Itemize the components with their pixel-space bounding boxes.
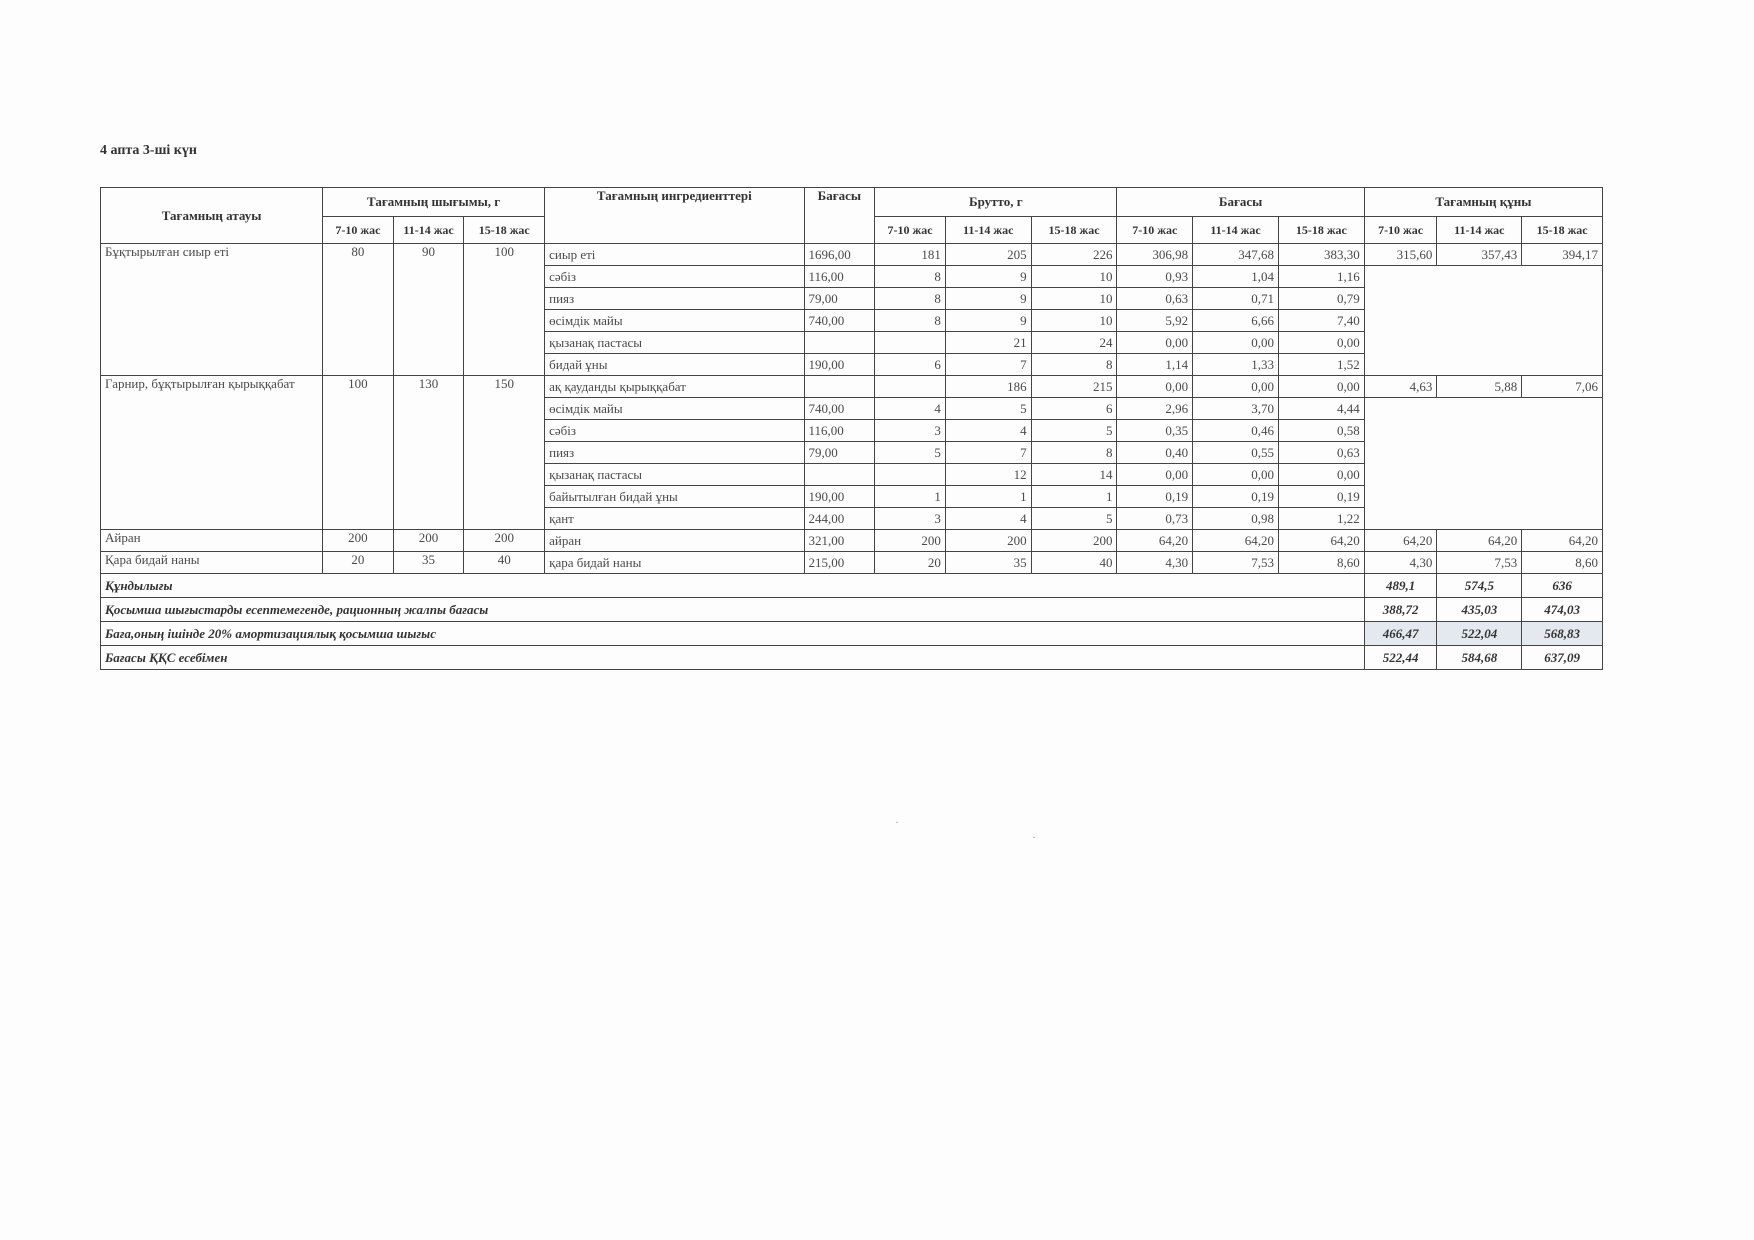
brutto-cell: 12 (945, 464, 1031, 486)
age-header: 7-10 жас (875, 217, 946, 244)
ingredient-cell: сиыр еті (545, 244, 804, 266)
ingredient-cell: ақ қауданды қырыққабат (545, 376, 804, 398)
summary-value: 388,72 (1364, 598, 1437, 622)
brutto-cell: 8 (1031, 354, 1117, 376)
cost-cell: 2,96 (1117, 398, 1193, 420)
age-header: 11-14 жас (945, 217, 1031, 244)
brutto-cell: 8 (875, 266, 946, 288)
age-header: 7-10 жас (1117, 217, 1193, 244)
summary-row (101, 646, 1603, 670)
ingredient-cell: сәбіз (545, 266, 804, 288)
cost-cell: 0,63 (1278, 442, 1364, 464)
cost-cell: 0,79 (1278, 288, 1364, 310)
cost-cell: 0,00 (1193, 332, 1279, 354)
ingredient-cell: бидай ұны (545, 354, 804, 376)
dish-cost-cell: 4,63 (1364, 376, 1437, 398)
price-cell: 1696,00 (804, 244, 875, 266)
table-row (101, 530, 1603, 552)
brutto-cell: 7 (945, 354, 1031, 376)
price-cell: 215,00 (804, 552, 875, 574)
price-cell: 244,00 (804, 508, 875, 530)
dish-output-cell: 90 (393, 244, 464, 376)
price-cell: 321,00 (804, 530, 875, 552)
cost-cell: 0,46 (1193, 420, 1279, 442)
menu-cost-table (100, 187, 1603, 670)
page-heading: 4 апта 3-ші күн (100, 143, 197, 158)
cost-cell: 0,19 (1117, 486, 1193, 508)
cost-cell: 3,70 (1193, 398, 1279, 420)
summary-label: Құндылығы (101, 574, 1365, 598)
summary-row (101, 622, 1603, 646)
scan-speck: · (1032, 830, 1036, 844)
brutto-cell: 6 (875, 354, 946, 376)
scan-speck: · (895, 815, 899, 829)
brutto-cell: 21 (945, 332, 1031, 354)
cost-cell: 0,55 (1193, 442, 1279, 464)
brutto-cell: 200 (945, 530, 1031, 552)
cost-cell: 347,68 (1193, 244, 1279, 266)
dish-cost-cell: 7,06 (1522, 376, 1603, 398)
dish-output-cell: 35 (393, 552, 464, 574)
dish-output-cell: 150 (464, 376, 545, 530)
dish-output-cell: 200 (393, 530, 464, 552)
header-output: Тағамның шығымы, г (323, 188, 545, 217)
cost-cell: 6,66 (1193, 310, 1279, 332)
ingredient-cell: қызанақ пастасы (545, 464, 804, 486)
brutto-cell: 4 (875, 398, 946, 420)
cost-cell: 1,16 (1278, 266, 1364, 288)
dish-name-cell: Айран (101, 530, 323, 552)
ingredient-cell: байытылған бидай ұны (545, 486, 804, 508)
cost-cell: 64,20 (1193, 530, 1279, 552)
cost-cell: 0,40 (1117, 442, 1193, 464)
age-header: 7-10 жас (1364, 217, 1437, 244)
brutto-cell: 9 (945, 266, 1031, 288)
cost-cell: 5,92 (1117, 310, 1193, 332)
brutto-cell (875, 464, 946, 486)
brutto-cell: 14 (1031, 464, 1117, 486)
price-cell: 79,00 (804, 442, 875, 464)
cost-cell: 0,00 (1193, 464, 1279, 486)
brutto-cell: 215 (1031, 376, 1117, 398)
brutto-cell: 24 (1031, 332, 1117, 354)
cost-cell: 64,20 (1117, 530, 1193, 552)
brutto-cell: 5 (1031, 420, 1117, 442)
brutto-cell: 8 (875, 288, 946, 310)
cost-cell: 0,00 (1278, 376, 1364, 398)
dish-output-cell: 20 (323, 552, 394, 574)
dish-output-cell: 200 (323, 530, 394, 552)
summary-value: 522,04 (1437, 622, 1522, 646)
cost-cell: 383,30 (1278, 244, 1364, 266)
brutto-cell (875, 332, 946, 354)
dish-cost-cell: 4,30 (1364, 552, 1437, 574)
dish-output-cell: 80 (323, 244, 394, 376)
age-header: 15-18 жас (1031, 217, 1117, 244)
cost-cell: 0,00 (1278, 464, 1364, 486)
cost-cell: 0,00 (1117, 332, 1193, 354)
cost-cell: 0,00 (1117, 376, 1193, 398)
brutto-cell: 20 (875, 552, 946, 574)
dish-cost-cell: 315,60 (1364, 244, 1437, 266)
cost-cell: 7,53 (1193, 552, 1279, 574)
brutto-cell: 9 (945, 288, 1031, 310)
cost-cell: 1,52 (1278, 354, 1364, 376)
dish-output-cell: 200 (464, 530, 545, 552)
summary-value: 568,83 (1522, 622, 1603, 646)
brutto-cell: 10 (1031, 310, 1117, 332)
cost-cell: 8,60 (1278, 552, 1364, 574)
ingredient-cell: қант (545, 508, 804, 530)
price-cell: 116,00 (804, 266, 875, 288)
brutto-cell: 181 (875, 244, 946, 266)
cost-cell: 0,73 (1117, 508, 1193, 530)
cost-cell: 0,00 (1193, 376, 1279, 398)
brutto-cell: 205 (945, 244, 1031, 266)
ingredient-cell: өсімдік майы (545, 398, 804, 420)
cost-cell: 306,98 (1117, 244, 1193, 266)
dish-cost-cell: 5,88 (1437, 376, 1522, 398)
brutto-cell: 3 (875, 420, 946, 442)
cost-cell: 1,22 (1278, 508, 1364, 530)
price-cell (804, 332, 875, 354)
header-price: Бағасы (804, 188, 875, 244)
cost-cell: 0,35 (1117, 420, 1193, 442)
price-cell (804, 464, 875, 486)
summary-label: Баға,оның ішінде 20% амортизациялық қосымша шығыс (101, 622, 1365, 646)
brutto-cell: 1 (1031, 486, 1117, 508)
brutto-cell: 10 (1031, 288, 1117, 310)
price-cell: 116,00 (804, 420, 875, 442)
dish-cost-cell: 64,20 (1364, 530, 1437, 552)
age-header: 15-18 жас (1278, 217, 1364, 244)
summary-row (101, 598, 1603, 622)
cost-cell: 64,20 (1278, 530, 1364, 552)
age-header: 11-14 жас (1193, 217, 1279, 244)
table-row (101, 552, 1603, 574)
brutto-cell: 9 (945, 310, 1031, 332)
summary-value: 574,5 (1437, 574, 1522, 598)
brutto-cell: 226 (1031, 244, 1117, 266)
brutto-cell: 5 (1031, 508, 1117, 530)
dish-name-cell: Гарнир, бұқтырылған қырыққабат (101, 376, 323, 530)
dish-name-cell: Бұқтырылған сиыр еті (101, 244, 323, 376)
dish-output-cell: 40 (464, 552, 545, 574)
brutto-cell: 186 (945, 376, 1031, 398)
cost-cell: 1,14 (1117, 354, 1193, 376)
brutto-cell: 10 (1031, 266, 1117, 288)
price-cell: 190,00 (804, 486, 875, 508)
table-row (101, 376, 1603, 398)
dish-cost-blank (1364, 266, 1602, 376)
summary-value: 466,47 (1364, 622, 1437, 646)
header-cost: Бағасы (1117, 188, 1364, 217)
header-ingredients: Тағамның ингредиенттері (545, 188, 804, 244)
dish-name-cell: Қара бидай наны (101, 552, 323, 574)
brutto-cell (875, 376, 946, 398)
dish-output-cell: 100 (464, 244, 545, 376)
header-brutto: Брутто, г (875, 188, 1117, 217)
brutto-cell: 200 (1031, 530, 1117, 552)
cost-cell: 0,19 (1278, 486, 1364, 508)
table-header-row (101, 188, 1603, 217)
brutto-cell: 7 (945, 442, 1031, 464)
summary-value: 637,09 (1522, 646, 1603, 670)
brutto-cell: 1 (875, 486, 946, 508)
ingredient-cell: өсімдік майы (545, 310, 804, 332)
age-header: 15-18 жас (464, 217, 545, 244)
summary-value: 636 (1522, 574, 1603, 598)
brutto-cell: 35 (945, 552, 1031, 574)
dish-cost-cell: 7,53 (1437, 552, 1522, 574)
brutto-cell: 8 (875, 310, 946, 332)
brutto-cell: 4 (945, 508, 1031, 530)
brutto-cell: 4 (945, 420, 1031, 442)
brutto-cell: 3 (875, 508, 946, 530)
header-dish-cost: Тағамның құны (1364, 188, 1602, 217)
ingredient-cell: пияз (545, 442, 804, 464)
cost-cell: 0,63 (1117, 288, 1193, 310)
brutto-cell: 5 (875, 442, 946, 464)
dish-cost-cell: 64,20 (1522, 530, 1603, 552)
cost-cell: 4,44 (1278, 398, 1364, 420)
cost-cell: 0,00 (1117, 464, 1193, 486)
brutto-cell: 200 (875, 530, 946, 552)
summary-value: 489,1 (1364, 574, 1437, 598)
dish-cost-cell: 394,17 (1522, 244, 1603, 266)
brutto-cell: 8 (1031, 442, 1117, 464)
summary-value: 474,03 (1522, 598, 1603, 622)
cost-cell: 0,00 (1278, 332, 1364, 354)
ingredient-cell: қара бидай наны (545, 552, 804, 574)
age-header: 11-14 жас (393, 217, 464, 244)
age-header: 15-18 жас (1522, 217, 1603, 244)
summary-label: Бағасы ҚҚС есебімен (101, 646, 1365, 670)
ingredient-cell: пияз (545, 288, 804, 310)
summary-value: 584,68 (1437, 646, 1522, 670)
brutto-cell: 5 (945, 398, 1031, 420)
cost-cell: 0,98 (1193, 508, 1279, 530)
cost-cell: 4,30 (1117, 552, 1193, 574)
summary-value: 435,03 (1437, 598, 1522, 622)
dish-cost-cell: 8,60 (1522, 552, 1603, 574)
table-body (101, 244, 1603, 670)
summary-label: Қосымша шығыстарды есептемегенде, рационның жалпы бағасы (101, 598, 1365, 622)
price-cell: 740,00 (804, 398, 875, 420)
cost-cell: 0,58 (1278, 420, 1364, 442)
price-cell: 190,00 (804, 354, 875, 376)
brutto-cell: 6 (1031, 398, 1117, 420)
dish-output-cell: 130 (393, 376, 464, 530)
ingredient-cell: қызанақ пастасы (545, 332, 804, 354)
cost-cell: 1,04 (1193, 266, 1279, 288)
summary-value: 522,44 (1364, 646, 1437, 670)
header-dish-name: Тағамның атауы (101, 188, 323, 244)
table-row (101, 244, 1603, 266)
age-header: 7-10 жас (323, 217, 394, 244)
summary-row (101, 574, 1603, 598)
brutto-cell: 1 (945, 486, 1031, 508)
cost-cell: 0,19 (1193, 486, 1279, 508)
cost-cell: 7,40 (1278, 310, 1364, 332)
cost-cell: 1,33 (1193, 354, 1279, 376)
brutto-cell: 40 (1031, 552, 1117, 574)
price-cell: 79,00 (804, 288, 875, 310)
dish-cost-cell: 64,20 (1437, 530, 1522, 552)
dish-cost-cell: 357,43 (1437, 244, 1522, 266)
price-cell (804, 376, 875, 398)
cost-cell: 0,71 (1193, 288, 1279, 310)
age-header: 11-14 жас (1437, 217, 1522, 244)
ingredient-cell: сәбіз (545, 420, 804, 442)
dish-cost-blank (1364, 398, 1602, 530)
price-cell: 740,00 (804, 310, 875, 332)
dish-output-cell: 100 (323, 376, 394, 530)
cost-cell: 0,93 (1117, 266, 1193, 288)
ingredient-cell: айран (545, 530, 804, 552)
